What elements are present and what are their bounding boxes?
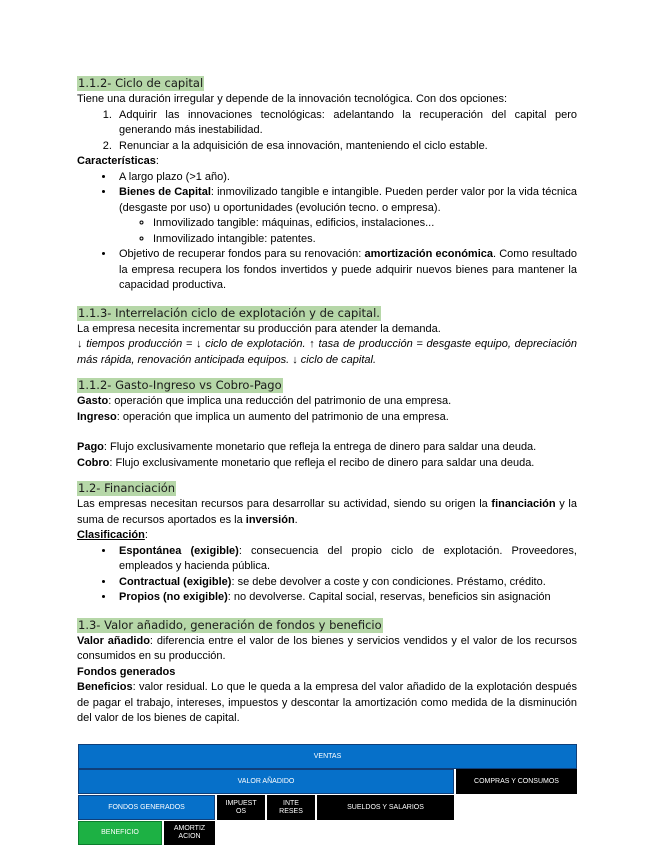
list-item: • A largo plazo (>1 año). (115, 170, 577, 186)
list-item: • Contractual (exigible): se debe devolver a coste y con condiciones. Préstamo, crédito. (115, 575, 577, 591)
paragraph: Tiene una duración irregular y depende de la innovación tecnológica. Con dos opciones: (77, 93, 508, 105)
definition-gasto: Gasto: operación que implica una reducción del patrimonio de una empresa. (77, 395, 452, 407)
bullet-list (115, 170, 577, 294)
list-item: • Propios (no exigible): no devolverse. Capital social, reservas, beneficios sin asignación (115, 590, 577, 606)
list-item: • Espontánea (exigible): consecuencia del propio ciclo de explotación. Proveedores, empleados y hacienda pública. (115, 544, 577, 575)
paragraph: Las empresas necesitan recursos para desarrollar su actividad, siendo su origen la financiación y la suma de recursos aportados es la inversión. (77, 498, 577, 526)
amortizacion-box: AMORTIZ ACION (164, 821, 215, 845)
characteristics-label: Características: (77, 155, 159, 167)
compras-consumos-box: COMPRAS Y CONSUMOS (456, 769, 577, 794)
classification-label: Clasificación: (77, 529, 148, 541)
definition-ingreso: Ingreso: operación que implica un aumento del patrimonio de una empresa. (77, 410, 449, 423)
fondos-generados-label: Fondos generados (77, 665, 176, 678)
bullet-list (115, 544, 577, 606)
section-heading-gasto-ingreso: 1.1.2- Gasto-Ingreso vs Cobro-Pago (78, 378, 282, 392)
ventas-box: VENTAS (78, 744, 577, 769)
section-heading-valor-anadido: 1.3- Valor añadido, generación de fondos y beneficio (78, 617, 382, 632)
impuestos-box: IMPUEST OS (217, 795, 265, 820)
section-heading-ciclo-capital: 1.1.2- Ciclo de capital (78, 76, 204, 90)
list-item: ◦ Inmovilizado intangible: patentes. (153, 232, 577, 248)
italic-paragraph: ↓ tiempos producción = ↓ ciclo de explotación. ↑ tasa de producción = desgaste equipo, depreciación más rápida, renovación anticipada equipos. ↓ ciclo de capital. (77, 338, 577, 366)
definition-beneficios: Beneficios: valor residual. Lo que le queda a la empresa del valor añadido de la explotación después de pagar el trabajo, intereses, impuestos y descontar la amortización como medida de la disminución del valor de los bienes de capital. (77, 681, 577, 724)
list-item: • Bienes de Capital: inmovilizado tangible e intangible. Pueden perder valor por la vida técnica (desgaste por uso) u oportunidades (evolución tecno. o empresa). ◦ Inmovilizado tangible: máquinas, edificios, instalaciones... ◦ Inmovilizado intangible: patentes. (115, 185, 577, 247)
paragraph: La empresa necesita incrementar su producción para atender la demanda. (77, 322, 441, 335)
sueldos-salarios-box: SUELDOS Y SALARIOS (317, 795, 454, 820)
valor-anadido-box: VALOR AÑADIDO (78, 769, 454, 794)
list-item: • Objetivo de recuperar fondos para su renovación: amortización económica. Como resultado la empresa recupera los fondos invertidos y puede adquirir nuevos bienes para mantener la capacidad productiva. (115, 247, 577, 294)
section-heading-interrelacion: 1.1.3- Interrelación ciclo de explotación y de capital. (78, 305, 380, 320)
sub-bullet-list (153, 216, 577, 247)
definition-cobro: Cobro: Flujo exclusivamente monetario que refleja el recibo de dinero para saldar una deuda. (77, 456, 535, 469)
numbered-list (115, 108, 577, 155)
value-added-diagram (78, 744, 578, 844)
beneficio-box: BENEFICIO (78, 821, 162, 845)
fondos-generados-box: FONDOS GENERADOS (78, 795, 215, 820)
list-item: 1. Adquirir las innovaciones tecnológicas: adelantando la recuperación del capital pero generando más inestabilidad. (115, 108, 577, 139)
list-item: ◦ Inmovilizado tangible: máquinas, edificios, instalaciones... (153, 216, 577, 232)
intereses-box: INTE RESES (267, 795, 315, 820)
section-heading-financiacion: 1.2- Financiación (78, 481, 176, 495)
list-item: 2. Renunciar a la adquisición de esa innovación, manteniendo el ciclo estable. (115, 139, 577, 155)
definition-pago: Pago: Flujo exclusivamente monetario que refleja la entrega de dinero para saldar una deuda. (77, 441, 537, 453)
definition-valor-anadido: Valor añadido: diferencia entre el valor de los bienes y servicios vendidos y el valor de los recursos consumidos en su producción. (77, 634, 577, 662)
